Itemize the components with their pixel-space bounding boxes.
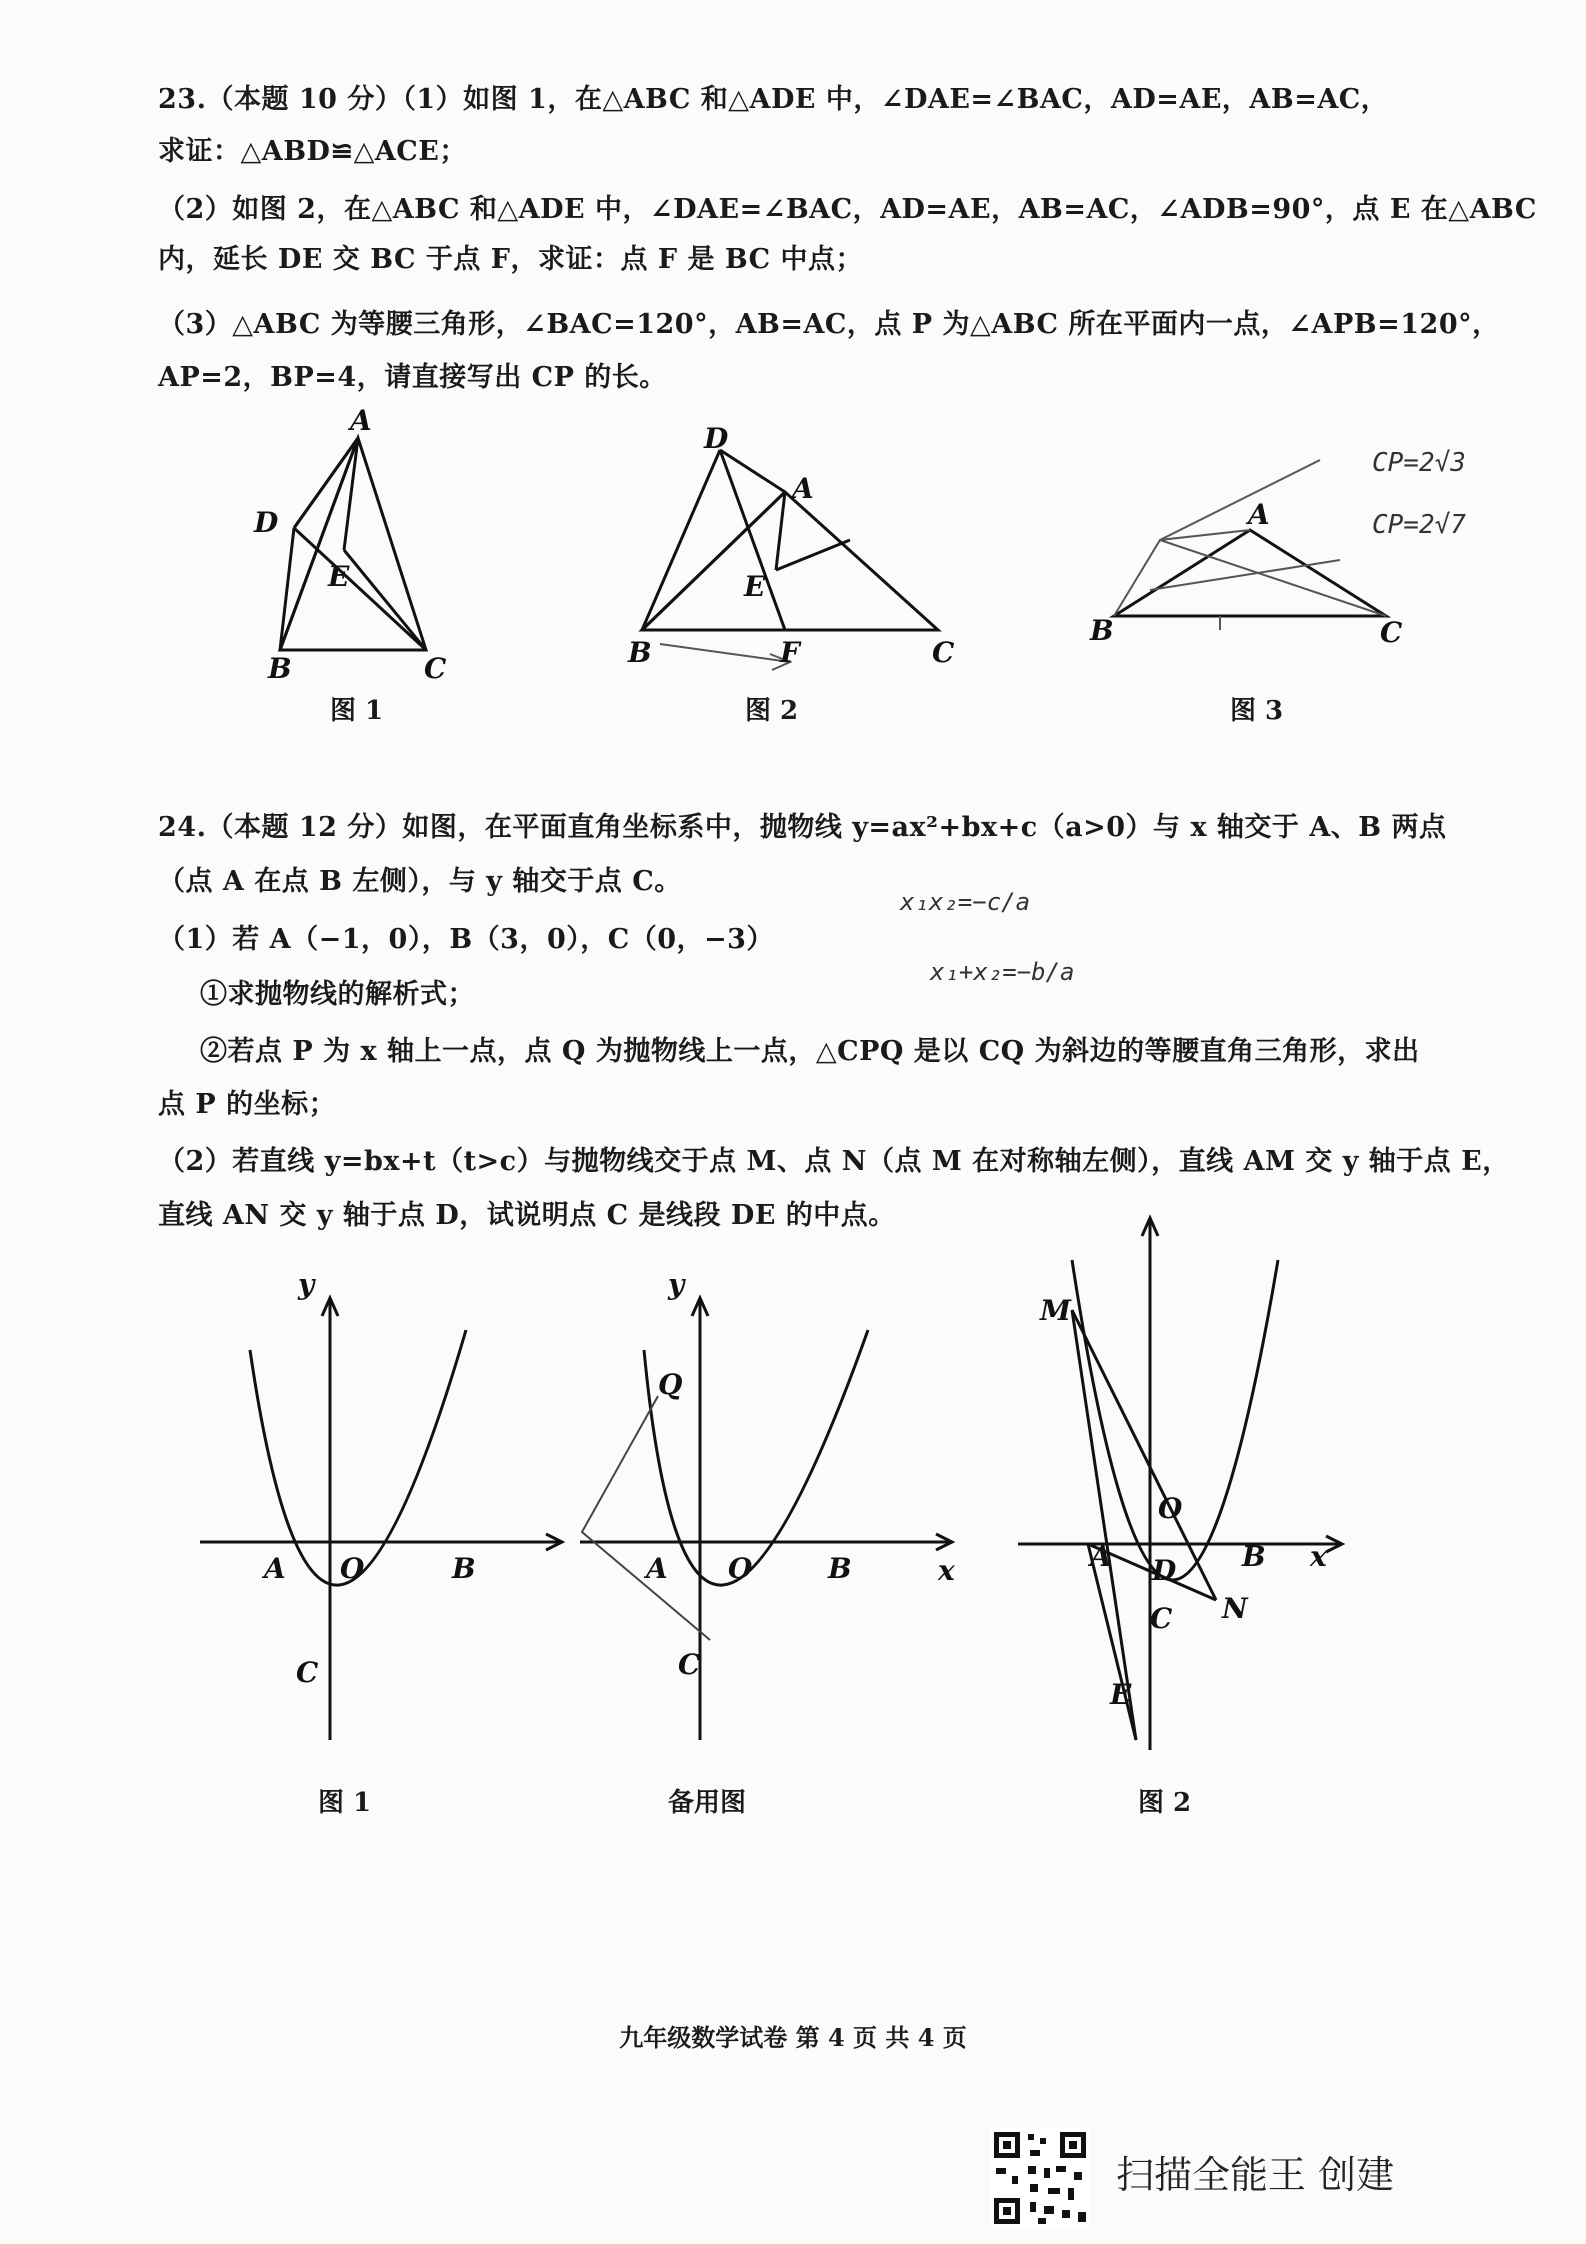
q24-caption-1: 图 1 (318, 1788, 372, 1818)
q24-handwriting-2: x₁+x₂=−b/a (930, 958, 1075, 986)
svg-text:B: B (1242, 1540, 1266, 1573)
svg-text:A: A (792, 472, 814, 505)
q23-figure-2 (620, 422, 960, 690)
svg-text:y: y (298, 1268, 315, 1301)
q23-line-4: 内，延长 DE 交 BC 于点 F，求证：点 F 是 BC 中点； (158, 244, 864, 275)
svg-text:x: x (1310, 1540, 1327, 1573)
svg-text:B: B (452, 1552, 476, 1585)
page-footer: 九年级数学试卷 第 4 页 共 4 页 (619, 2023, 967, 2052)
q24-line-4: ①求抛物线的解析式； (200, 979, 475, 1010)
q23-line-5: （3）△ABC 为等腰三角形，∠BAC=120°，AB=AC，点 P 为△ABC 所在平面内一点，∠APB=120°， (158, 309, 1500, 340)
q24-caption-3: 图 2 (1138, 1788, 1192, 1818)
q24-line-2: （点 A 在点 B 左侧），与 y 轴交于点 C。 (158, 866, 682, 897)
q23-line-2: 求证：△ABD≌△ACE； (158, 136, 467, 167)
svg-text:A: A (1090, 1540, 1112, 1573)
svg-text:D: D (1152, 1554, 1177, 1587)
q23-line-3: （2）如图 2，在△ABC 和△ADE 中，∠DAE=∠BAC，AD=AE，AB=AC，∠ADB=90°，点 E 在△ABC (158, 194, 1537, 225)
svg-text:C: C (1150, 1602, 1173, 1635)
svg-text:x: x (938, 1554, 955, 1587)
svg-text:C: C (296, 1656, 319, 1689)
svg-text:Q: Q (658, 1368, 683, 1401)
svg-text:A: A (1248, 498, 1270, 531)
svg-text:B: B (828, 1552, 852, 1585)
svg-text:M: M (1040, 1294, 1071, 1327)
svg-text:B: B (1090, 614, 1114, 647)
svg-text:O: O (728, 1552, 753, 1585)
svg-text:F: F (780, 636, 800, 669)
svg-text:D: D (254, 506, 279, 539)
q23-figure-3 (1090, 420, 1403, 680)
q24-figure-1 (190, 1270, 570, 1750)
svg-text:B: B (628, 636, 652, 669)
q23-caption-2: 图 2 (745, 696, 799, 726)
q23-caption-1: 图 1 (330, 696, 384, 726)
qr-code-icon (990, 2128, 1090, 2228)
q24-backup-figure (560, 1270, 960, 1750)
svg-text:E: E (1110, 1678, 1132, 1711)
svg-text:C: C (424, 652, 447, 685)
svg-text:O: O (1158, 1492, 1183, 1525)
svg-text:O: O (340, 1552, 365, 1585)
q23-caption-3: 图 3 (1230, 696, 1284, 726)
q24-line-3: （1）若 A（−1，0），B（3，0），C（0，−3） (158, 924, 774, 955)
q23-handwriting-2: CP=2√7 (1372, 510, 1466, 540)
svg-text:C: C (678, 1648, 701, 1681)
svg-text:A: A (264, 1552, 286, 1585)
scanner-watermark: 扫描全能王 创建 (1116, 2153, 1395, 2197)
q24-handwriting-1: x₁x₂=−c/a (900, 888, 1031, 916)
q24-line-8: 直线 AN 交 y 轴于点 D，试说明点 C 是线段 DE 的中点。 (158, 1200, 896, 1231)
q24-figure-2 (1010, 1200, 1390, 1760)
q24-line-6: 点 P 的坐标； (158, 1089, 337, 1120)
svg-text:N: N (1222, 1592, 1248, 1625)
svg-text:E: E (744, 570, 766, 603)
q24-line-5: ②若点 P 为 x 轴上一点，点 Q 为抛物线上一点，△CPQ 是以 CQ 为斜边的等腰直角三角形，求出 (200, 1036, 1420, 1067)
q23-handwriting-1: CP=2√3 (1372, 448, 1466, 478)
q24-line-7: （2）若直线 y=bx+t（t>c）与抛物线交于点 M、点 N（点 M 在对称轴左侧），直线 AM 交 y 轴于点 E， (158, 1146, 1510, 1177)
q24-line-1: 24.（本题 12 分）如图，在平面直角坐标系中，抛物线 y=ax²+bx+c（a>0）与 x 轴交于 A、B 两点 (158, 812, 1447, 843)
svg-text:C: C (932, 636, 955, 669)
svg-text:B: B (268, 652, 292, 685)
q23-figure-1 (240, 404, 480, 690)
svg-text:E: E (328, 560, 350, 593)
svg-text:C: C (1380, 616, 1403, 649)
svg-text:A: A (350, 404, 372, 437)
q23-line-1: 23.（本题 10 分）（1）如图 1，在△ABC 和△ADE 中，∠DAE=∠BAC，AD=AE，AB=AC， (158, 84, 1389, 115)
q23-line-6: AP=2，BP=4，请直接写出 CP 的长。 (158, 362, 667, 393)
svg-text:A: A (646, 1552, 668, 1585)
svg-text:D: D (704, 422, 729, 455)
q24-caption-2: 备用图 (668, 1788, 747, 1818)
svg-text:y: y (668, 1268, 685, 1301)
